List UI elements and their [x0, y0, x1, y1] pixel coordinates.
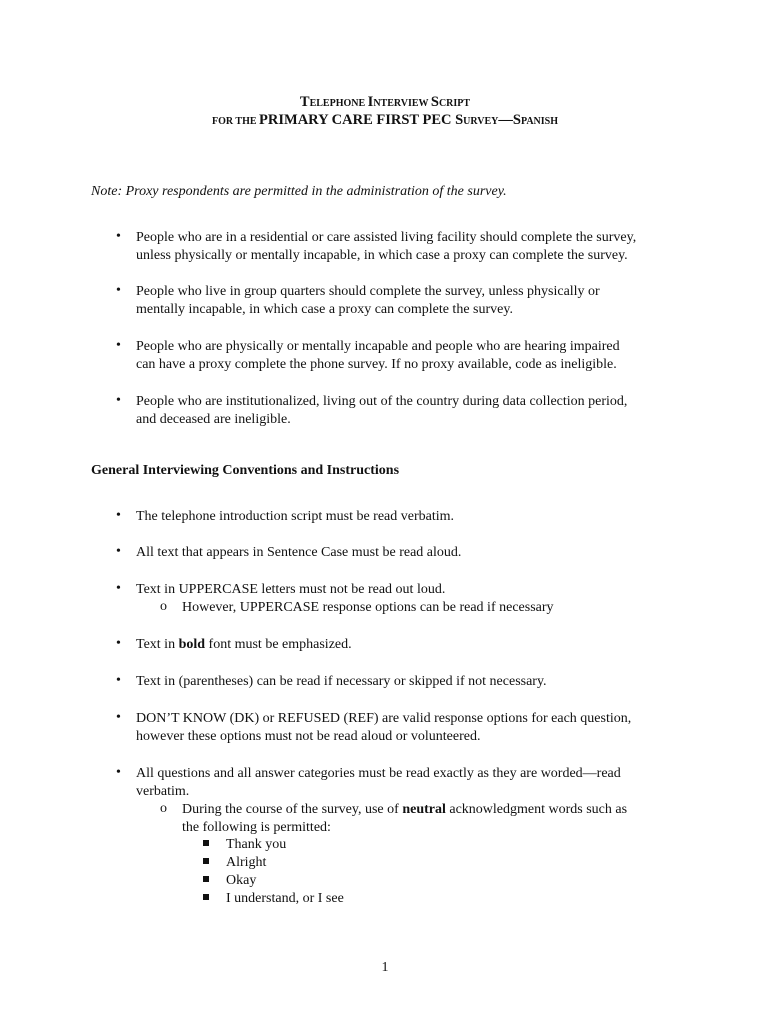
document-page: TELEPHONE INTERVIEW SCRIPT FOR THE PRIMARY CARE FIRST PEC SURVEY—SPANISH Note: Proxy respondents are permitted in the administration of the survey. • People who are in a residential or care assisted living facility should complete the survey, unless physically or mentally incapable, in which case a proxy can complete the survey. • People who live in group quarters should complete the survey, unless physically or mentally incapable, in which case a proxy can complete the survey. • People who are physically or mentally incapable and people who are hearing impaired can have a proxy complete the phone survey. If no proxy available, code as ineligible. • People who are institutionalized, living out of the country during data collection period, and deceased are ineligible. General Interviewing Conventions and Instructions • The telephone introduction script must be read verbatim. • All text that appears in Sentence Case must be read aloud. • Text in UPPERCASE letters must not be read out loud. o However, UPPERCASE response options can be read if necessary • Text in bold font must be emphasized. • Text in (parentheses) can be read if necessary or skipped if not necessary. • DON’T KNOW (DK) or REFUSED (REF) are valid response options for each question, however these options must not be read aloud or volunteered. • All questions and all answer categories must be read exactly as they are worded—read verbatim. o During the course of the survey, use of neutral acknowledgment words such as the following is permitted: Thank you Alright Okay I understand, or I see 1: [0, 0, 770, 1024]
square-bullet-icon: [203, 894, 209, 900]
square-bullet-icon: [203, 858, 209, 864]
section-heading: General Interviewing Conventions and Instructions: [91, 463, 400, 478]
doc-title-line1: TELEPHONE INTERVIEW SCRIPT: [299, 94, 471, 110]
square-bullet-icon: [203, 840, 209, 846]
square-bullet-icon: [203, 876, 209, 882]
page-number: 1: [381, 960, 389, 975]
proxy-note: Note: Proxy respondents are permitted in the administration of the survey.: [91, 184, 507, 199]
doc-title-line2: FOR THE PRIMARY CARE FIRST PEC SURVEY—SPANISH: [211, 112, 559, 128]
